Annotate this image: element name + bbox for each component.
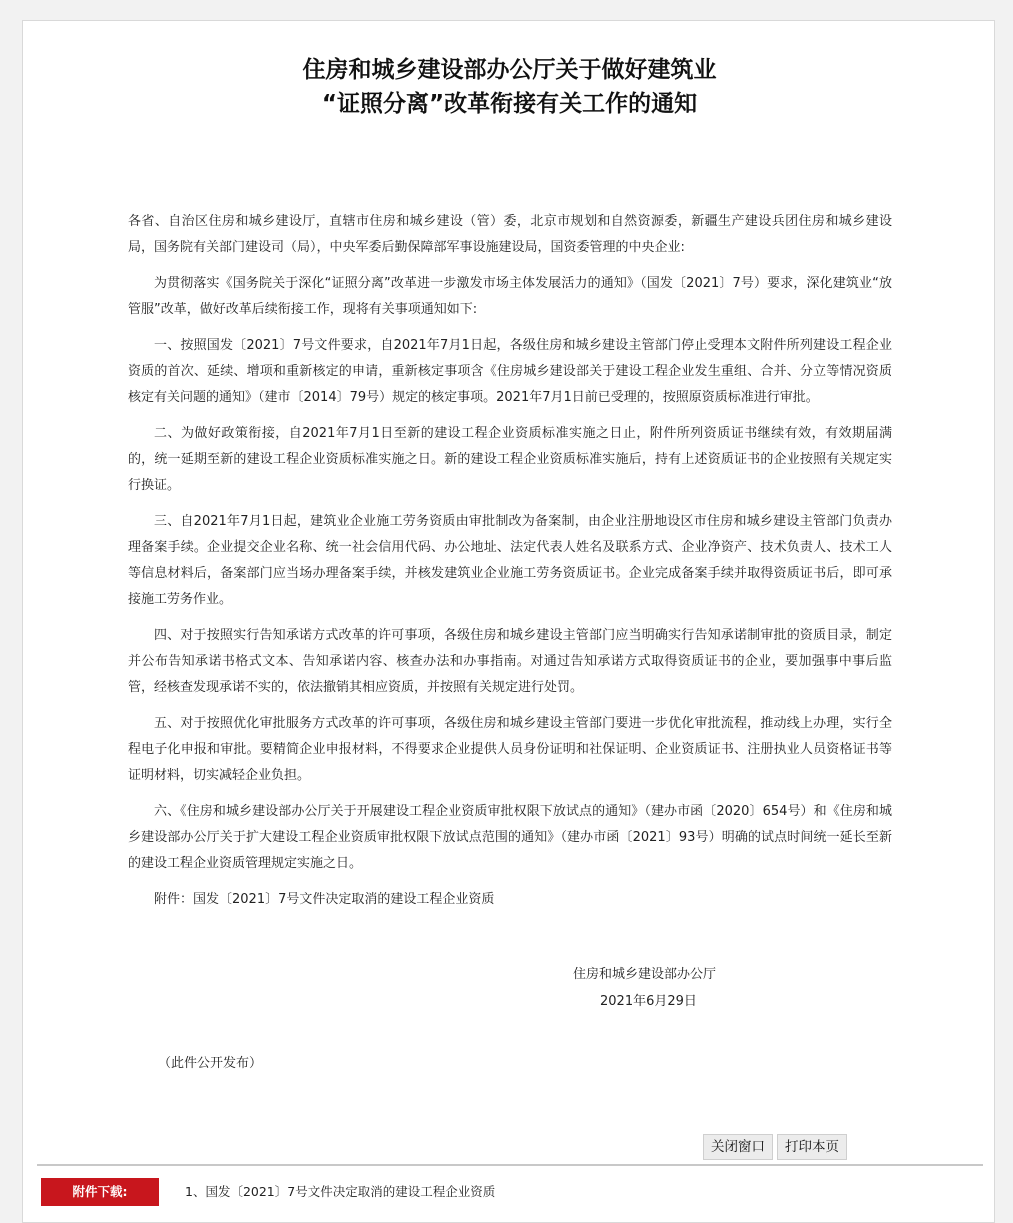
close-window-button[interactable]: 关闭窗口 [703,1134,773,1160]
page-title [23,53,996,121]
title-line-1: 住房和城乡建设部办公厅关于做好建筑业 [302,57,717,83]
clause-1: 一、按照国发〔2021〕7号文件要求，自2021年7月1日起，各级住房和城乡建设主管部门停止受理本文附件所列建设工程企业资质的首次、延续、增项和重新核定的申请，重新核定事项含《住房城乡建设部关于建设工程企业发生重组、合并、分立等情况资质核定有关问题的通知》（建市〔2014〕79号）规定的核定事项。2021年7月1日前已受理的，按照原资质标准进行审批。 [128,338,892,405]
addressee-paragraph: 各省、自治区住房和城乡建设厅，直辖市住房和城乡建设（管）委，北京市规划和自然资源委，新疆生产建设兵团住房和城乡建设局，国务院有关部门建设司（局），中央军委后勤保障部军事设施建设局，国资委管理的中央企业: [128,214,892,255]
action-buttons [703,1134,847,1160]
divider [37,1164,983,1166]
issuer-name: 住房和城乡建设部办公厅 [573,967,717,982]
title-line-2: “证照分离”改革衔接有关工作的通知 [321,91,698,117]
intro-paragraph: 为贯彻落实《国务院关于深化“证照分离”改革进一步激发市场主体发展活力的通知》（国发〔2021〕7号）要求，深化建筑业“放管服”改革，做好改革后续衔接工作，现将有关事项通知如下: [128,276,892,317]
document-body [128,209,892,923]
clause-3: 三、自2021年7月1日起，建筑业企业施工劳务资质由审批制改为备案制，由企业注册地设区市住房和城乡建设主管部门负责办理备案手续。企业提交企业名称、统一社会信用代码、办公地址、法定代表人姓名及联系方式、企业净资产、技术负责人、技术工人等信息材料后，备案部门应当场办理备案手续，并核发建筑业企业施工劳务资质证书。企业完成备案手续并取得资质证书后，即可承接施工劳务作业。 [128,514,892,607]
attachment-link-1[interactable]: 1、国发〔2021〕7号文件决定取消的建设工程企业资质 [185,1184,496,1199]
document-page [22,20,995,1223]
issue-date: 2021年6月29日 [600,994,697,1009]
print-page-button[interactable]: 打印本页 [777,1134,847,1160]
attachment-download-label: 附件下载: [41,1178,159,1206]
clause-5: 五、对于按照优化审批服务方式改革的许可事项，各级住房和城乡建设主管部门要进一步优化审批流程，推动线上办理，实行全程电子化申报和审批。要精简企业申报材料，不得要求企业提供人员身份证明和社保证明、企业资质证书、注册执业人员资格证书等证明材料，切实减轻企业负担。 [128,716,892,783]
clause-6: 六、《住房和城乡建设部办公厅关于开展建设工程企业资质审批权限下放试点的通知》（建办市函〔2020〕654号）和《住房和城乡建设部办公厅关于扩大建设工程企业资质审批权限下放试点范围的通知》（建办市函〔2021〕93号）明确的试点时间统一延长至新的建设工程企业资质管理规定实施之日。 [128,804,892,871]
clause-4: 四、对于按照实行告知承诺方式改革的许可事项，各级住房和城乡建设主管部门应当明确实行告知承诺制审批的资质目录，制定并公布告知承诺书格式文本、告知承诺内容、核查办法和办事指南。对通过告知承诺方式取得资质证书的企业，要加强事中事后监管，经核查发现承诺不实的，依法撤销其相应资质，并按照有关规定进行处罚。 [128,628,892,695]
attachment-note: 附件：国发〔2021〕7号文件决定取消的建设工程企业资质 [154,892,495,907]
clause-2: 二、为做好政策衔接，自2021年7月1日至新的建设工程企业资质标准实施之日止，附件所列资质证书继续有效，有效期届满的，统一延期至新的建设工程企业资质标准实施之日。新的建设工程企业资质标准实施后，持有上述资质证书的企业按照有关规定实行换证。 [128,426,892,493]
public-release-note: （此件公开发布） [158,1056,263,1071]
